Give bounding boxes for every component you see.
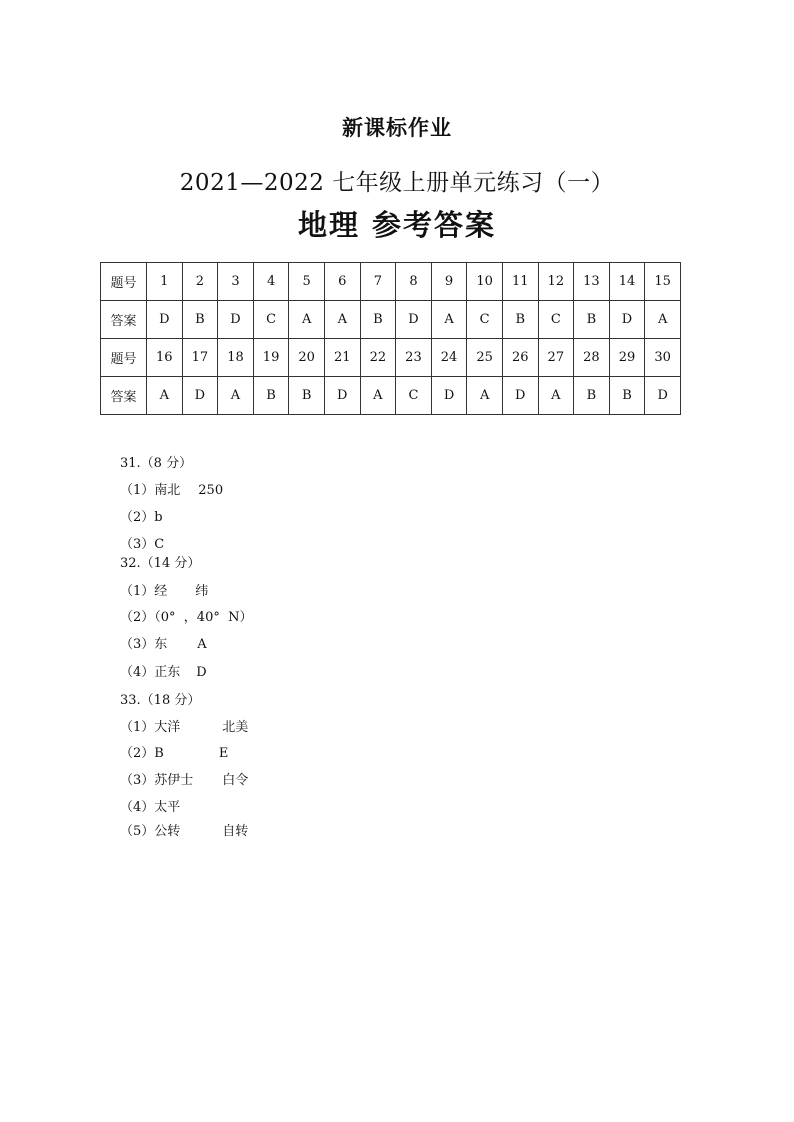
answer-table-cell: 14 <box>609 263 645 301</box>
answer-table-cell: D <box>502 377 538 415</box>
answer-table-cell: 12 <box>538 263 574 301</box>
answer-table-row-label: 答案 <box>101 301 147 339</box>
answer-table-cell: 5 <box>289 263 325 301</box>
q32-answer-4 <box>120 661 207 680</box>
answer-table-cell: B <box>360 301 396 339</box>
q33-answer-5 <box>120 820 248 839</box>
q33-answer-2 <box>120 742 228 761</box>
q32-answer-4-value: D <box>196 665 207 680</box>
q32-answer-2: （2）（0° ，40° N） <box>120 610 253 625</box>
q31-answer-1-value: 250 <box>198 483 224 498</box>
answer-table-cell: D <box>182 377 218 415</box>
q33-answer-3-value: 白令 <box>222 773 249 788</box>
answer-table-row-label: 答案 <box>101 377 147 415</box>
answer-table-cell: 18 <box>218 339 254 377</box>
answer-table-cell: 19 <box>253 339 289 377</box>
q33-answer-3 <box>120 769 248 788</box>
answer-table-cell: D <box>147 301 183 339</box>
q33-answer-2-value: E <box>218 746 229 761</box>
q32-heading: 32.（14 分） <box>120 556 201 571</box>
answer-table-cell: B <box>574 377 610 415</box>
answer-table-cell: A <box>147 377 183 415</box>
answer-table-cell: B <box>182 301 218 339</box>
answer-table-cell: 21 <box>324 339 360 377</box>
answer-table-cell: D <box>609 301 645 339</box>
answer-table-cell: C <box>253 301 289 339</box>
q32-answer-3-label: （3）东 <box>120 637 168 652</box>
series-title: 新课标作业 <box>342 116 452 140</box>
answer-table-cell: 1 <box>147 263 183 301</box>
answer-table-row-label: 题号 <box>101 263 147 301</box>
answer-table-cell: 22 <box>360 339 396 377</box>
q33-answer-1 <box>120 716 248 735</box>
answer-table-cell: D <box>431 377 467 415</box>
q31-answer-3: （3）C <box>120 537 165 552</box>
answer-table-cell: A <box>431 301 467 339</box>
answer-table-row-label: 题号 <box>101 339 147 377</box>
answer-table-cell: 24 <box>431 339 467 377</box>
answer-table-cell: 29 <box>609 339 645 377</box>
answer-table-cell: 4 <box>253 263 289 301</box>
q32-answer-4-label: （4）正东 <box>120 665 181 680</box>
q32-answer-3 <box>120 633 207 652</box>
answer-table-cell: 15 <box>645 263 681 301</box>
answer-table-cell: D <box>218 301 254 339</box>
answer-table-cell: D <box>324 377 360 415</box>
answer-table-cell: 28 <box>574 339 610 377</box>
answer-table-cell: B <box>574 301 610 339</box>
answer-table-cell: D <box>396 301 432 339</box>
answer-table-cell: 26 <box>502 339 538 377</box>
q31-answer-1 <box>120 479 223 498</box>
answer-table-cell: A <box>538 377 574 415</box>
q33-answer-1-value: 北美 <box>222 720 249 735</box>
q32-answer-1-value: 纬 <box>195 584 209 599</box>
q33-answer-1-label: （1）大洋 <box>120 720 181 735</box>
answer-table-cell: A <box>289 301 325 339</box>
q31-answer-1-label: （1）南北 <box>120 483 181 498</box>
answer-table-cell: 20 <box>289 339 325 377</box>
q33-answer-5-value: 自转 <box>222 824 249 839</box>
exam-title: 2021—2022 七年级上册单元练习（一） <box>179 170 615 196</box>
q31-answer-2: （2）b <box>120 510 163 525</box>
answer-table-cell: 13 <box>574 263 610 301</box>
q32-answer-1 <box>120 580 208 599</box>
answer-table-cell: 2 <box>182 263 218 301</box>
answer-table-cell: C <box>396 377 432 415</box>
answer-table-row <box>101 377 681 415</box>
answer-table-body <box>101 263 681 415</box>
answer-table-cell: A <box>324 301 360 339</box>
answer-table-cell: 30 <box>645 339 681 377</box>
answer-table-cell: B <box>502 301 538 339</box>
q33-answer-2-label: （2）B <box>120 746 164 761</box>
answer-table-cell: B <box>253 377 289 415</box>
answer-table-cell: 6 <box>324 263 360 301</box>
answer-table-cell: B <box>609 377 645 415</box>
answer-table-cell: A <box>467 377 503 415</box>
answer-table-cell: 17 <box>182 339 218 377</box>
q32-answer-3-value: A <box>197 637 207 652</box>
answer-table-cell: 11 <box>502 263 538 301</box>
answer-table-cell: C <box>467 301 503 339</box>
answer-table-row <box>101 301 681 339</box>
subject-title: 地理 参考答案 <box>297 208 497 242</box>
answer-table-cell: A <box>218 377 254 415</box>
answer-table-row <box>101 339 681 377</box>
q33-answer-5-label: （5）公转 <box>120 824 181 839</box>
answer-table-cell: 8 <box>396 263 432 301</box>
answer-table-row <box>101 263 681 301</box>
answer-table-cell: 27 <box>538 339 574 377</box>
answer-table-cell: D <box>645 377 681 415</box>
answer-table <box>100 262 681 415</box>
answer-table-cell: 7 <box>360 263 396 301</box>
q33-answer-3-label: （3）苏伊士 <box>120 773 194 788</box>
answer-table-cell: 3 <box>218 263 254 301</box>
answer-table-cell: A <box>645 301 681 339</box>
answer-table-cell: 23 <box>396 339 432 377</box>
answer-table-cell: 25 <box>467 339 503 377</box>
q33-heading: 33.（18 分） <box>120 693 201 708</box>
q32-answer-1-label: （1）经 <box>120 584 168 599</box>
answer-table-cell: B <box>289 377 325 415</box>
answer-table-cell: 16 <box>147 339 183 377</box>
q33-answer-4: （4）太平 <box>120 800 181 815</box>
answer-table-cell: 9 <box>431 263 467 301</box>
answer-table-cell: 10 <box>467 263 503 301</box>
answer-table-cell: C <box>538 301 574 339</box>
q31-heading: 31.（8 分） <box>120 456 193 471</box>
answer-table-cell: A <box>360 377 396 415</box>
